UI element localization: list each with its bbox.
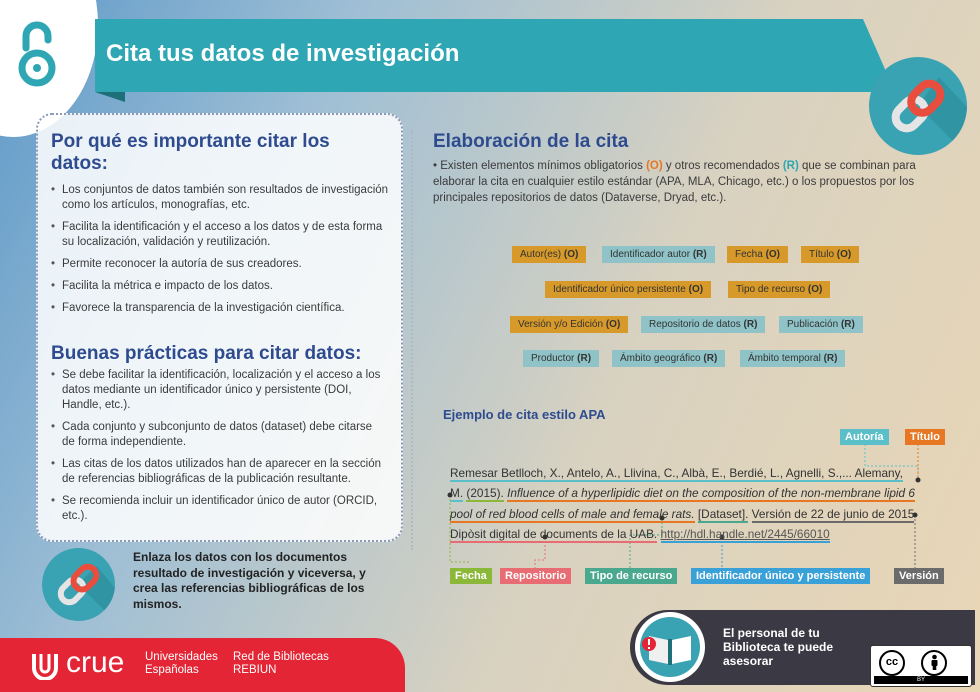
- tag-fecha: Fecha (O): [727, 246, 788, 263]
- help-text: El personal de tu Biblioteca te puede asesorar: [723, 626, 834, 668]
- citation-version: Versión de 22 de junio de 2015: [751, 506, 915, 521]
- by-label: BY: [874, 676, 968, 684]
- elaboration-title: Elaboración de la cita: [433, 131, 629, 152]
- tag-identificador-autor: Identificador autor (R): [602, 246, 715, 263]
- list-item: • Facilita la métrica e impacto de los datos.: [51, 279, 393, 294]
- label-titulo: Título: [905, 429, 945, 445]
- para-text: que se combinan para elaborar la cita en cualquier estilo estándar (APA, MLA, Chicago, etc.) o los propuestos por los principales repositorios de datos (Dataverse, Dryad, etc.).: [433, 160, 916, 204]
- elaboration-paragraph: • Existen elementos mínimos obligatorios (O) y otros recomendados (R) que se combinan para elaborar la cita en cualquier estilo estándar (APA, MLA, Chicago, etc.) o los propuestos por los principales repositorios de datos (Dataverse, Dryad, etc.).: [433, 160, 916, 204]
- tag-ambito-geografico: Ámbito geográfico (R): [612, 350, 725, 367]
- chain-link-icon: [42, 548, 115, 621]
- page-title: Cita tus datos de investigación: [106, 40, 460, 67]
- recommended-code: (R): [782, 160, 799, 172]
- list-item: • Facilita la identificación y el acceso a los datos y de esta forma su localización, validación y reutilización.: [51, 220, 393, 250]
- chain-link-icon: [869, 57, 967, 155]
- tag-titulo: Título (O): [801, 246, 859, 263]
- why-title: Por qué es importante citar los datos:: [51, 131, 330, 174]
- red-line1: Red de Bibliotecas: [233, 651, 329, 663]
- label-repositorio: Repositorio: [500, 568, 571, 584]
- book-icon: [635, 612, 705, 682]
- bottom-link-badge: [42, 548, 115, 621]
- cc-by-license-badge: [870, 645, 972, 687]
- by-person-icon: [921, 650, 947, 676]
- why-list: [51, 183, 393, 323]
- list-item: • Se debe facilitar la identificación, localización y el acceso a los datos mediante un identificador único y persistente (DOI, Handle, etc.).: [51, 368, 387, 413]
- practices-list: [51, 368, 387, 531]
- citation-authors: Remesar Betlloch, X., Antelo, A., Llivina, C., Albà, E., Berdié, L., Agnelli, S.,... Alemany, M.: [450, 466, 903, 501]
- label-version: Versión: [894, 568, 944, 584]
- list-item: • Cada conjunto y subconjunto de datos (dataset) debe citarse de forma independiente.: [51, 420, 387, 450]
- citation-url[interactable]: http://hdl.handle.net/2445/66010: [660, 526, 830, 541]
- tag-repositorio: Repositorio de datos (R): [641, 316, 765, 333]
- left-panel: [36, 113, 403, 542]
- citation-example: [450, 463, 918, 544]
- column-divider: [411, 130, 413, 550]
- crue-logo-icon: [32, 652, 58, 680]
- mandatory-code: (O): [646, 160, 663, 172]
- list-item: • Favorece la transparencia de la investigación científica.: [51, 301, 393, 316]
- link-message: Enlaza los datos con los documentos resultado de investigación y viceversa, y crea las referencias bibliográficas de los mismos.: [133, 550, 366, 611]
- univ-line1: Universidades: [145, 651, 218, 663]
- tag-productor: Productor (R): [523, 350, 599, 367]
- cc-icon: cc: [879, 650, 905, 676]
- help-book-circle: [635, 612, 705, 682]
- list-item: • Los conjuntos de datos también son resultados de investigación como los artículos, monografías, etc.: [51, 183, 393, 213]
- open-access-icon: [16, 20, 58, 88]
- practices-title: Buenas prácticas para citar datos:: [51, 343, 362, 364]
- citation-type: [Dataset].: [697, 506, 749, 521]
- list-item: • Las citas de los datos utilizados han de aparecer en la sección de referencias bibliográficas de la publicación resultante.: [51, 457, 387, 487]
- label-tipo-recurso: Tipo de recurso: [585, 568, 677, 584]
- tag-publicacion: Publicación (R): [779, 316, 863, 333]
- tag-autores: Autor(es) (O): [512, 246, 586, 263]
- list-item: • Permite reconocer la autoría de sus creadores.: [51, 257, 393, 272]
- citation-title: Influence of a hyperlipidic diet on the composition of the non-membrane lipid 6 pool of red blood cells of male and female rats.: [450, 486, 915, 521]
- tag-tipo-recurso: Tipo de recurso (O): [728, 281, 830, 298]
- red-line2: REBIUN: [233, 664, 277, 676]
- crue-band: [0, 638, 405, 692]
- label-identificador: Identificador único y persistente: [691, 568, 870, 584]
- tag-ambito-temporal: Ámbito temporal (R): [740, 350, 845, 367]
- tag-identificador-unico: Identificador único persistente (O): [545, 281, 711, 298]
- univ-line2: Españolas: [145, 664, 199, 676]
- para-text: y otros recomendados: [662, 160, 783, 172]
- citation-repository: Dipòsit digital de documents de la UAB.: [450, 526, 658, 541]
- link-badge: [869, 57, 967, 155]
- tag-version: Versión y/o Edición (O): [510, 316, 628, 333]
- title-banner-fold: [95, 92, 125, 102]
- list-item: • Se recomienda incluir un identificador único de autor (ORCID, etc.).: [51, 494, 387, 524]
- para-text: Existen elementos mínimos obligatorios: [440, 160, 647, 172]
- example-title: Ejemplo de cita estilo APA: [443, 407, 606, 422]
- label-autoria: Autoría: [840, 429, 889, 445]
- citation-year: (2015).: [466, 486, 504, 501]
- crue-name: crue: [66, 646, 125, 679]
- label-fecha: Fecha: [450, 568, 492, 584]
